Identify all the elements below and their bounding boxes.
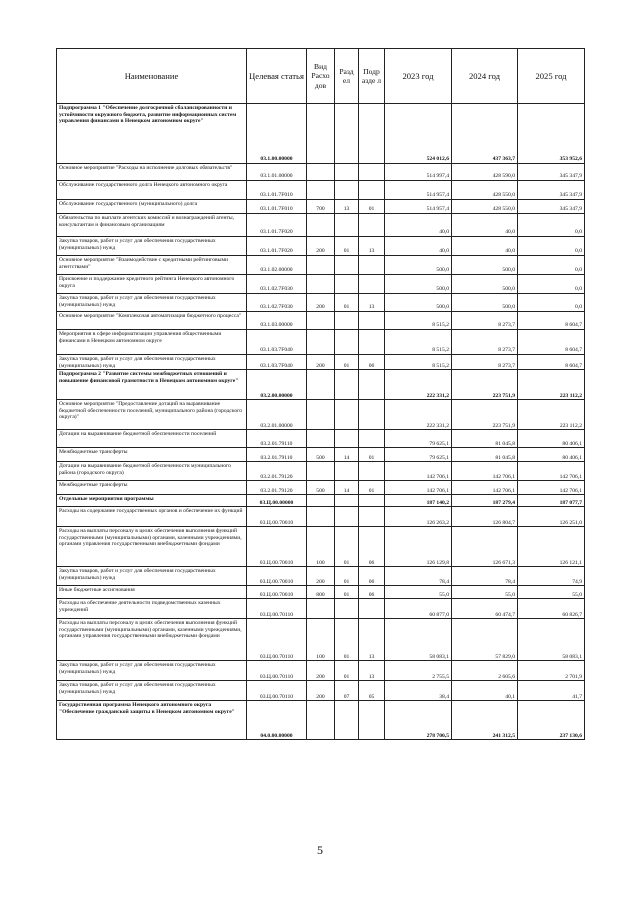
cell-kind [307,495,335,507]
cell-code: 03.1.02.00000 [247,256,307,275]
table-row [57,661,585,681]
table-row [57,355,585,370]
cell-kind [307,181,335,200]
cell-kind: 100 [307,619,335,661]
cell-y2025: 223 112,2 [518,370,585,400]
cell-y2023: 142 706,1 [385,462,452,481]
cell-sec: 01 [335,661,359,681]
cell-kind: 200 [307,661,335,681]
cell-y2025: 8 604,7 [518,312,585,330]
page-number: 5 [317,843,323,857]
cell-code: 03.1.03.7F040 [247,355,307,370]
cell-y2024: 500,0 [452,294,518,312]
header-kind: Вид Расхо дов [307,49,335,104]
cell-code: 03.1.03.00000 [247,312,307,330]
cell-kind [307,330,335,355]
cell-code: 03.Ц.00.70110 [247,619,307,661]
cell-kind [307,400,335,430]
cell-name: Закупка товаров, работ и услуг для обеспечения государственных (муниципальных) нужд [57,661,247,681]
cell-code: 03.2.00.00000 [247,370,307,400]
cell-sec [335,701,359,740]
cell-kind [307,312,335,330]
cell-sec [335,430,359,448]
cell-y2023: 78,4 [385,567,452,586]
cell-sec [335,599,359,619]
table-row [57,495,585,507]
cell-kind: 200 [307,681,335,701]
cell-y2023: 79 625,1 [385,430,452,448]
cell-code: 03.1.02.7F030 [247,275,307,294]
cell-y2023: 142 706,1 [385,481,452,495]
cell-kind [307,462,335,481]
cell-y2023: 79 625,1 [385,448,452,462]
cell-sec [335,507,359,527]
cell-y2023: 126 129,8 [385,527,452,567]
cell-y2025: 2 701,9 [518,661,585,681]
cell-sec: 07 [335,681,359,701]
cell-kind [307,164,335,181]
cell-code: 03.Ц.00.70010 [247,527,307,567]
table-row [57,527,585,567]
cell-code: 03.1.01.7F020 [247,214,307,237]
table-row [57,567,585,586]
cell-sub: 06 [359,586,385,599]
table-row [57,430,585,448]
cell-y2024: 8 273,7 [452,330,518,355]
cell-y2024: 126 804,7 [452,507,518,527]
header-2023: 2023 год [385,49,452,104]
cell-sub: 13 [359,294,385,312]
cell-sub: 01 [359,448,385,462]
cell-code: 03.1.01.7F010 [247,200,307,214]
cell-y2023: 55,0 [385,586,452,599]
cell-code: 03.Ц.00.00000 [247,495,307,507]
cell-name: Подпрограмма 2 "Развитие системы межбюджетных отношений и повышение финансовой грамотности в Ненецком автономном округе" [57,370,247,400]
cell-y2025: 353 952,6 [518,104,585,164]
table-row [57,330,585,355]
cell-name: Отдельные мероприятия программы [57,495,247,507]
cell-sec: 01 [335,355,359,370]
cell-sub [359,275,385,294]
table-row [57,200,585,214]
budget-table-sheet [56,48,584,740]
cell-sec [335,275,359,294]
cell-name: Иные бюджетные ассигнования [57,586,247,599]
cell-y2023: 524 012,6 [385,104,452,164]
table-row [57,237,585,256]
cell-name: Межбюджетные трансферты [57,481,247,495]
cell-name: Закупка товаров, работ и услуг для обеспечения государственных (муниципальных) нужд [57,567,247,586]
cell-y2024: 126 671,3 [452,527,518,567]
cell-y2025: 142 706,1 [518,481,585,495]
cell-y2025: 0,0 [518,237,585,256]
cell-name: Расходы на выплаты персоналу в целях обеспечения выполнения функций государственными (муниципальными) органами, казенными учреждениями, органами управления государственными внебюджетными фондами [57,619,247,661]
cell-y2024: 8 273,7 [452,312,518,330]
cell-y2024: 223 751,9 [452,400,518,430]
cell-sec [335,330,359,355]
cell-sec: 01 [335,237,359,256]
cell-y2025: 0,0 [518,214,585,237]
cell-sec [335,256,359,275]
cell-sec [335,400,359,430]
cell-code: 03.2.01.79110 [247,430,307,448]
cell-y2024: 428 550,0 [452,181,518,200]
cell-sec [335,495,359,507]
cell-y2025: 237 130,6 [518,701,585,740]
cell-kind [307,256,335,275]
cell-y2023: 500,0 [385,294,452,312]
table-row [57,294,585,312]
cell-name: Подпрограмма 1 "Обеспечение долгосрочной сбалансированности и устойчивости окружного бюджета, развитие информационных систем управления финансами в Ненецком автономном округе" [57,104,247,164]
table-row [57,681,585,701]
cell-y2025: 345 347,9 [518,181,585,200]
cell-name: Закупка товаров, работ и услуг для обеспечения государственных (муниципальных) нужд [57,237,247,256]
cell-code: 03.Ц.00.70110 [247,599,307,619]
cell-code: 04.0.00.00000 [247,701,307,740]
cell-y2023: 38,4 [385,681,452,701]
table-row [57,481,585,495]
cell-sec: 01 [335,294,359,312]
header-name: Наименование [57,49,247,104]
cell-kind: 500 [307,448,335,462]
cell-kind [307,104,335,164]
cell-sec [335,181,359,200]
cell-code: 03.1.01.00000 [247,164,307,181]
cell-name: Расходы на выплаты персоналу в целях обеспечения выполнения функций государственными (муниципальными) органами, казенными учреждениями, органами управления государственными внебюджетными фондами [57,527,247,567]
cell-sec [335,462,359,481]
cell-kind: 200 [307,294,335,312]
cell-y2025: 223 112,2 [518,400,585,430]
cell-sub: 06 [359,527,385,567]
cell-kind [307,430,335,448]
cell-sec: 01 [335,527,359,567]
cell-sub [359,164,385,181]
cell-code: 03.Ц.00.70110 [247,661,307,681]
cell-kind [307,214,335,237]
cell-y2025: 0,0 [518,275,585,294]
table-row [57,214,585,237]
cell-name: Закупка товаров, работ и услуг для обеспечения государственных (муниципальных) нужд [57,294,247,312]
cell-sub [359,599,385,619]
cell-y2023: 514 957,4 [385,181,452,200]
cell-y2025: 8 604,7 [518,330,585,355]
cell-kind [307,701,335,740]
cell-y2023: 514 957,4 [385,200,452,214]
cell-y2023: 60 877,0 [385,599,452,619]
cell-y2023: 222 331,2 [385,400,452,430]
cell-code: 03.1.03.7F040 [247,330,307,355]
cell-y2025: 142 706,1 [518,462,585,481]
cell-y2023: 2 755,5 [385,661,452,681]
cell-sub [359,462,385,481]
cell-y2024: 81 045,8 [452,430,518,448]
cell-sec: 01 [335,619,359,661]
cell-sub [359,495,385,507]
cell-name: Обязательства по выплате агентских комиссий и вознаграждений агенты, консультантам и финансовым организациям [57,214,247,237]
cell-sub: 05 [359,681,385,701]
cell-sub: 06 [359,355,385,370]
cell-name: Основное мероприятие "Взаимодействие с кредитными рейтинговыми агентствами" [57,256,247,275]
cell-y2024: 40,1 [452,681,518,701]
header-target: Целевая статья [247,49,307,104]
cell-sec [335,312,359,330]
table-row [57,701,585,740]
cell-code: 03.2.01.79120 [247,481,307,495]
cell-y2023: 187 140,2 [385,495,452,507]
cell-kind [307,599,335,619]
cell-name: Обслуживание государственного долга Ненецкого автономного округа [57,181,247,200]
cell-y2024: 428 550,0 [452,200,518,214]
budget-table [56,48,585,740]
cell-y2025: 187 077,7 [518,495,585,507]
cell-y2024: 437 363,7 [452,104,518,164]
cell-y2023: 126 263,2 [385,507,452,527]
cell-y2025: 58 083,1 [518,619,585,661]
cell-sub: 13 [359,237,385,256]
table-row [57,370,585,400]
cell-y2023: 40,0 [385,214,452,237]
cell-code: 03.1.01.7F010 [247,181,307,200]
cell-y2024: 81 045,8 [452,448,518,462]
cell-sub [359,181,385,200]
cell-sub [359,214,385,237]
cell-name: Основное мероприятие "Комплексная автоматизация бюджетного процесса" [57,312,247,330]
table-row [57,104,585,164]
cell-code: 03.Ц.00.70010 [247,567,307,586]
table-row [57,507,585,527]
cell-y2023: 500,0 [385,275,452,294]
table-row [57,619,585,661]
cell-y2023: 222 331,2 [385,370,452,400]
cell-kind: 100 [307,527,335,567]
cell-y2025: 8 604,7 [518,355,585,370]
cell-name: Расходы на обеспечение деятельности подведомственных казенных учреждений [57,599,247,619]
cell-y2025: 0,0 [518,256,585,275]
cell-code: 03.2.01.79110 [247,448,307,462]
cell-y2024: 40,0 [452,237,518,256]
cell-name: Обслуживание государственного (муниципального) долга [57,200,247,214]
cell-code: 03.Ц.00.70010 [247,507,307,527]
cell-sub [359,104,385,164]
table-row [57,164,585,181]
cell-y2024: 142 706,1 [452,462,518,481]
cell-sec [335,214,359,237]
cell-sec [335,164,359,181]
cell-kind: 800 [307,586,335,599]
cell-sub [359,370,385,400]
cell-code: 03.Ц.00.70110 [247,681,307,701]
cell-y2023: 8 515,2 [385,312,452,330]
cell-y2025: 126 251,0 [518,507,585,527]
cell-code: 03.2.01.79120 [247,462,307,481]
cell-y2023: 514 997,4 [385,164,452,181]
header-subsection: Подр азде л [359,49,385,104]
cell-sub [359,256,385,275]
table-row [57,312,585,330]
cell-y2024: 57 829,0 [452,619,518,661]
table-body [57,104,585,740]
cell-code: 03.1.02.7F030 [247,294,307,312]
cell-y2023: 8 515,2 [385,330,452,355]
cell-y2025: 345 347,9 [518,164,585,181]
cell-sub [359,400,385,430]
cell-sub [359,701,385,740]
cell-y2024: 2 605,6 [452,661,518,681]
cell-sec: 01 [335,567,359,586]
cell-y2024: 78,4 [452,567,518,586]
cell-sub: 01 [359,481,385,495]
cell-sec: 14 [335,448,359,462]
cell-y2024: 241 312,5 [452,701,518,740]
table-row [57,462,585,481]
cell-name: Присвоение и поддержание кредитного рейтинга Ненецкого автономного округа [57,275,247,294]
cell-y2024: 60 474,7 [452,599,518,619]
cell-code: 03.1.01.7F020 [247,237,307,256]
cell-name: Основное мероприятие "Предоставление дотаций на выравнивание бюджетной обеспеченности поселений, муниципального района (городского округа)" [57,400,247,430]
cell-sub [359,312,385,330]
cell-kind [307,370,335,400]
cell-y2023: 58 083,1 [385,619,452,661]
cell-sub: 06 [359,567,385,586]
cell-kind: 500 [307,481,335,495]
cell-name: Закупка товаров, работ и услуг для обеспечения государственных (муниципальных) нужд [57,355,247,370]
table-header-row [57,49,585,104]
cell-kind [307,275,335,294]
cell-y2025: 80 406,1 [518,448,585,462]
cell-code: 03.2.01.00000 [247,400,307,430]
table-row [57,181,585,200]
cell-name: Расходы на содержание государственных органов и обеспечение их функций [57,507,247,527]
cell-name: Основное мероприятие "Расходы на исполнение долговых обязательств" [57,164,247,181]
table-row [57,448,585,462]
cell-y2023: 40,0 [385,237,452,256]
cell-y2025: 0,0 [518,294,585,312]
cell-sec: 13 [335,200,359,214]
cell-y2025: 74,9 [518,567,585,586]
cell-y2024: 428 590,0 [452,164,518,181]
cell-kind: 200 [307,355,335,370]
cell-name: Государственная программа Ненецкого автономного округа "Обеспечение гражданской защиты в Ненецком автономном округе" [57,701,247,740]
cell-kind: 700 [307,200,335,214]
cell-y2023: 8 515,2 [385,355,452,370]
cell-y2023: 278 700,5 [385,701,452,740]
cell-sec [335,370,359,400]
cell-y2024: 500,0 [452,256,518,275]
cell-sub [359,330,385,355]
table-row [57,586,585,599]
cell-sec: 14 [335,481,359,495]
cell-y2025: 60 826,7 [518,599,585,619]
cell-name: Межбюджетные трансферты [57,448,247,462]
table-row [57,275,585,294]
cell-y2024: 142 706,1 [452,481,518,495]
header-2025: 2025 год [518,49,585,104]
cell-name: Дотации на выравнивание бюджетной обеспеченности муниципального района (городского округа) [57,462,247,481]
cell-name: Закупка товаров, работ и услуг для обеспечения государственных (муниципальных) нужд [57,681,247,701]
cell-y2024: 40,0 [452,214,518,237]
cell-y2024: 500,0 [452,275,518,294]
cell-kind: 200 [307,237,335,256]
cell-sec [335,104,359,164]
header-section: Разд ел [335,49,359,104]
cell-y2024: 223 751,9 [452,370,518,400]
cell-sec: 01 [335,586,359,599]
cell-kind [307,507,335,527]
header-2024: 2024 год [452,49,518,104]
cell-kind: 200 [307,567,335,586]
table-row [57,256,585,275]
cell-code: 03.Ц.00.70010 [247,586,307,599]
table-row [57,599,585,619]
cell-y2025: 126 121,1 [518,527,585,567]
cell-y2024: 187 279,4 [452,495,518,507]
cell-sub [359,507,385,527]
cell-y2024: 8 273,7 [452,355,518,370]
cell-y2025: 55,0 [518,586,585,599]
cell-sub: 13 [359,661,385,681]
cell-name: Дотации на выравнивание бюджетной обеспеченности поселений [57,430,247,448]
cell-code: 03.1.00.00000 [247,104,307,164]
table-row [57,400,585,430]
cell-y2025: 345 347,9 [518,200,585,214]
cell-y2025: 41,7 [518,681,585,701]
cell-name: Мероприятия в сфере информатизации управления общественными финансами в Ненецком автономном округе [57,330,247,355]
cell-sub: 13 [359,619,385,661]
cell-y2023: 500,0 [385,256,452,275]
cell-y2024: 55,0 [452,586,518,599]
cell-y2025: 80 406,1 [518,430,585,448]
cell-sub [359,430,385,448]
cell-sub: 01 [359,200,385,214]
